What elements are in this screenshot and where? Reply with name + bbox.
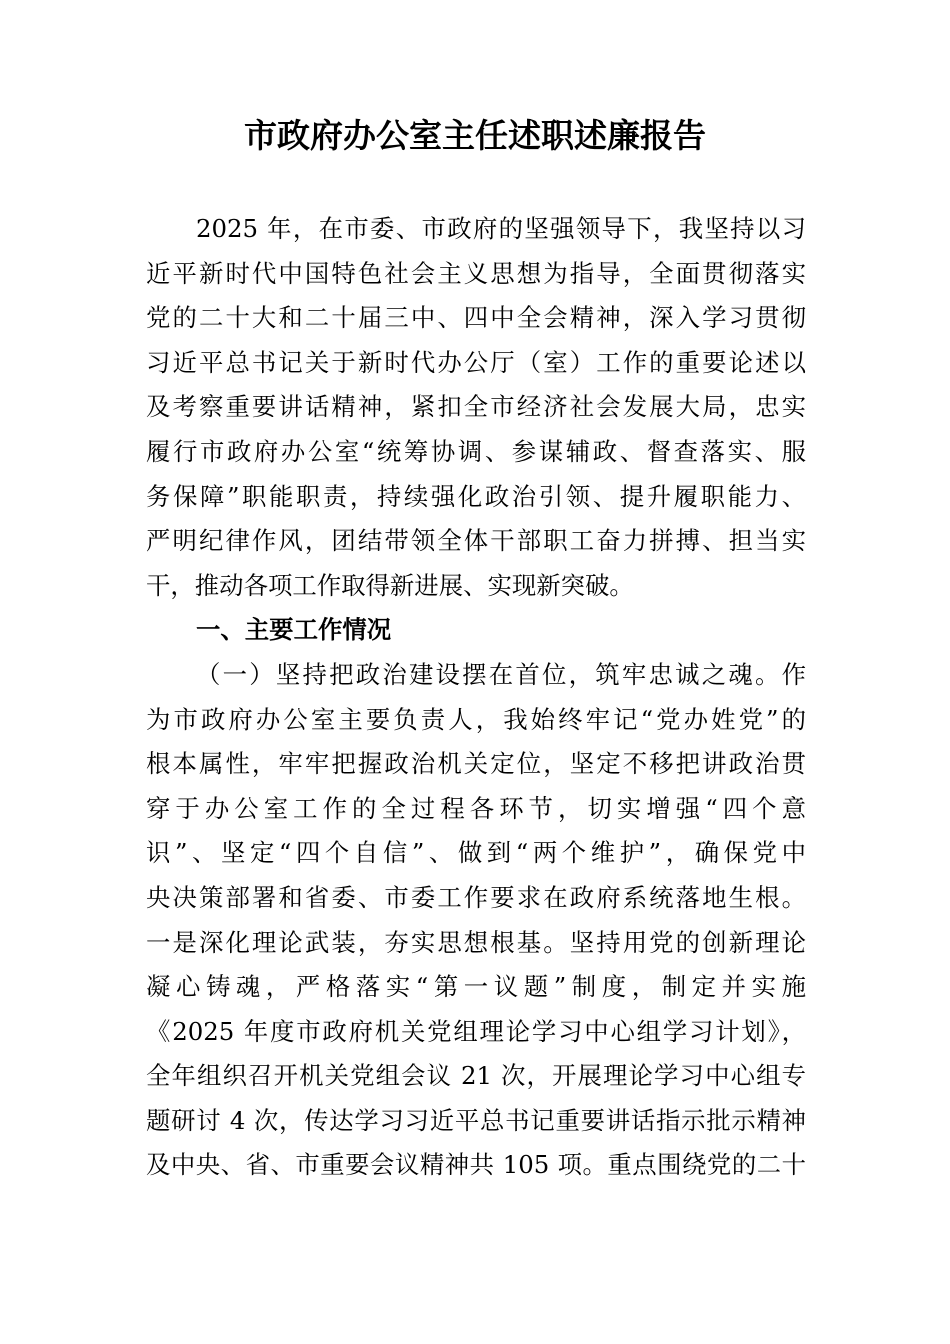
intro-line: 干，推动各项工作取得新进展、实现新突破。	[146, 570, 634, 600]
intro-line: 务保障”职能职责，持续强化政治引领、提升履职能力、	[146, 481, 806, 511]
body-line: 全年组织召开机关党组会议 21 次，开展理论学习中心组专	[146, 1061, 806, 1091]
body-line: 央决策部署和省委、市委工作要求在政府系统落地生根。	[146, 882, 806, 912]
body-line: 一是深化理论武装，夯实思想根基。坚持用党的创新理论	[146, 927, 806, 957]
subsection-first-line-tail: 作	[781, 659, 806, 689]
document-body	[146, 207, 806, 1188]
subsection-heading: （一）坚持把政治建设摆在首位，筑牢忠诚之魂。	[196, 659, 782, 689]
body-line: 为市政府办公室主要负责人，我始终牢记“党办姓党”的	[146, 704, 806, 734]
document-title: 市政府办公室主任述职述廉报告	[244, 116, 706, 155]
intro-line: 2025 年，在市委、市政府的坚强领导下，我坚持以习	[196, 214, 806, 243]
intro-line: 及考察重要讲话精神，紧扣全市经济社会发展大局，忠实	[146, 392, 806, 422]
intro-line: 近平新时代中国特色社会主义思想为指导，全面贯彻落实	[146, 258, 806, 288]
intro-line: 严明纪律作风，团结带领全体干部职工奋力拼搏、担当实	[146, 526, 806, 556]
section-heading: 一、主要工作情况	[196, 615, 392, 645]
body-line: 根本属性，牢牢把握政治机关定位，坚定不移把讲政治贯	[146, 749, 806, 779]
intro-line: 党的二十大和二十届三中、四中全会精神，深入学习贯彻	[146, 303, 806, 333]
body-line: 及中央、省、市重要会议精神共 105 项。重点围绕党的二十	[146, 1150, 806, 1180]
body-line: 题研讨 4 次，传达学习习近平总书记重要讲话指示批示精神	[146, 1105, 806, 1135]
body-line: 凝心铸魂，严格落实“第一议题”制度，制定并实施	[146, 972, 806, 1002]
body-line: 识”、坚定“四个自信”、做到“两个维护”，确保党中	[146, 838, 806, 868]
subsection-first-line	[146, 653, 806, 698]
intro-line: 习近平总书记关于新时代办公厅（室）工作的重要论述以	[146, 347, 806, 377]
body-line: 穿于办公室工作的全过程各环节，切实增强“四个意	[146, 793, 806, 823]
intro-line: 履行市政府办公室“统筹协调、参谋辅政、督查落实、服	[146, 436, 806, 466]
body-line: 《2025 年度市政府机关党组理论学习中心组学习计划》，	[146, 1016, 806, 1046]
